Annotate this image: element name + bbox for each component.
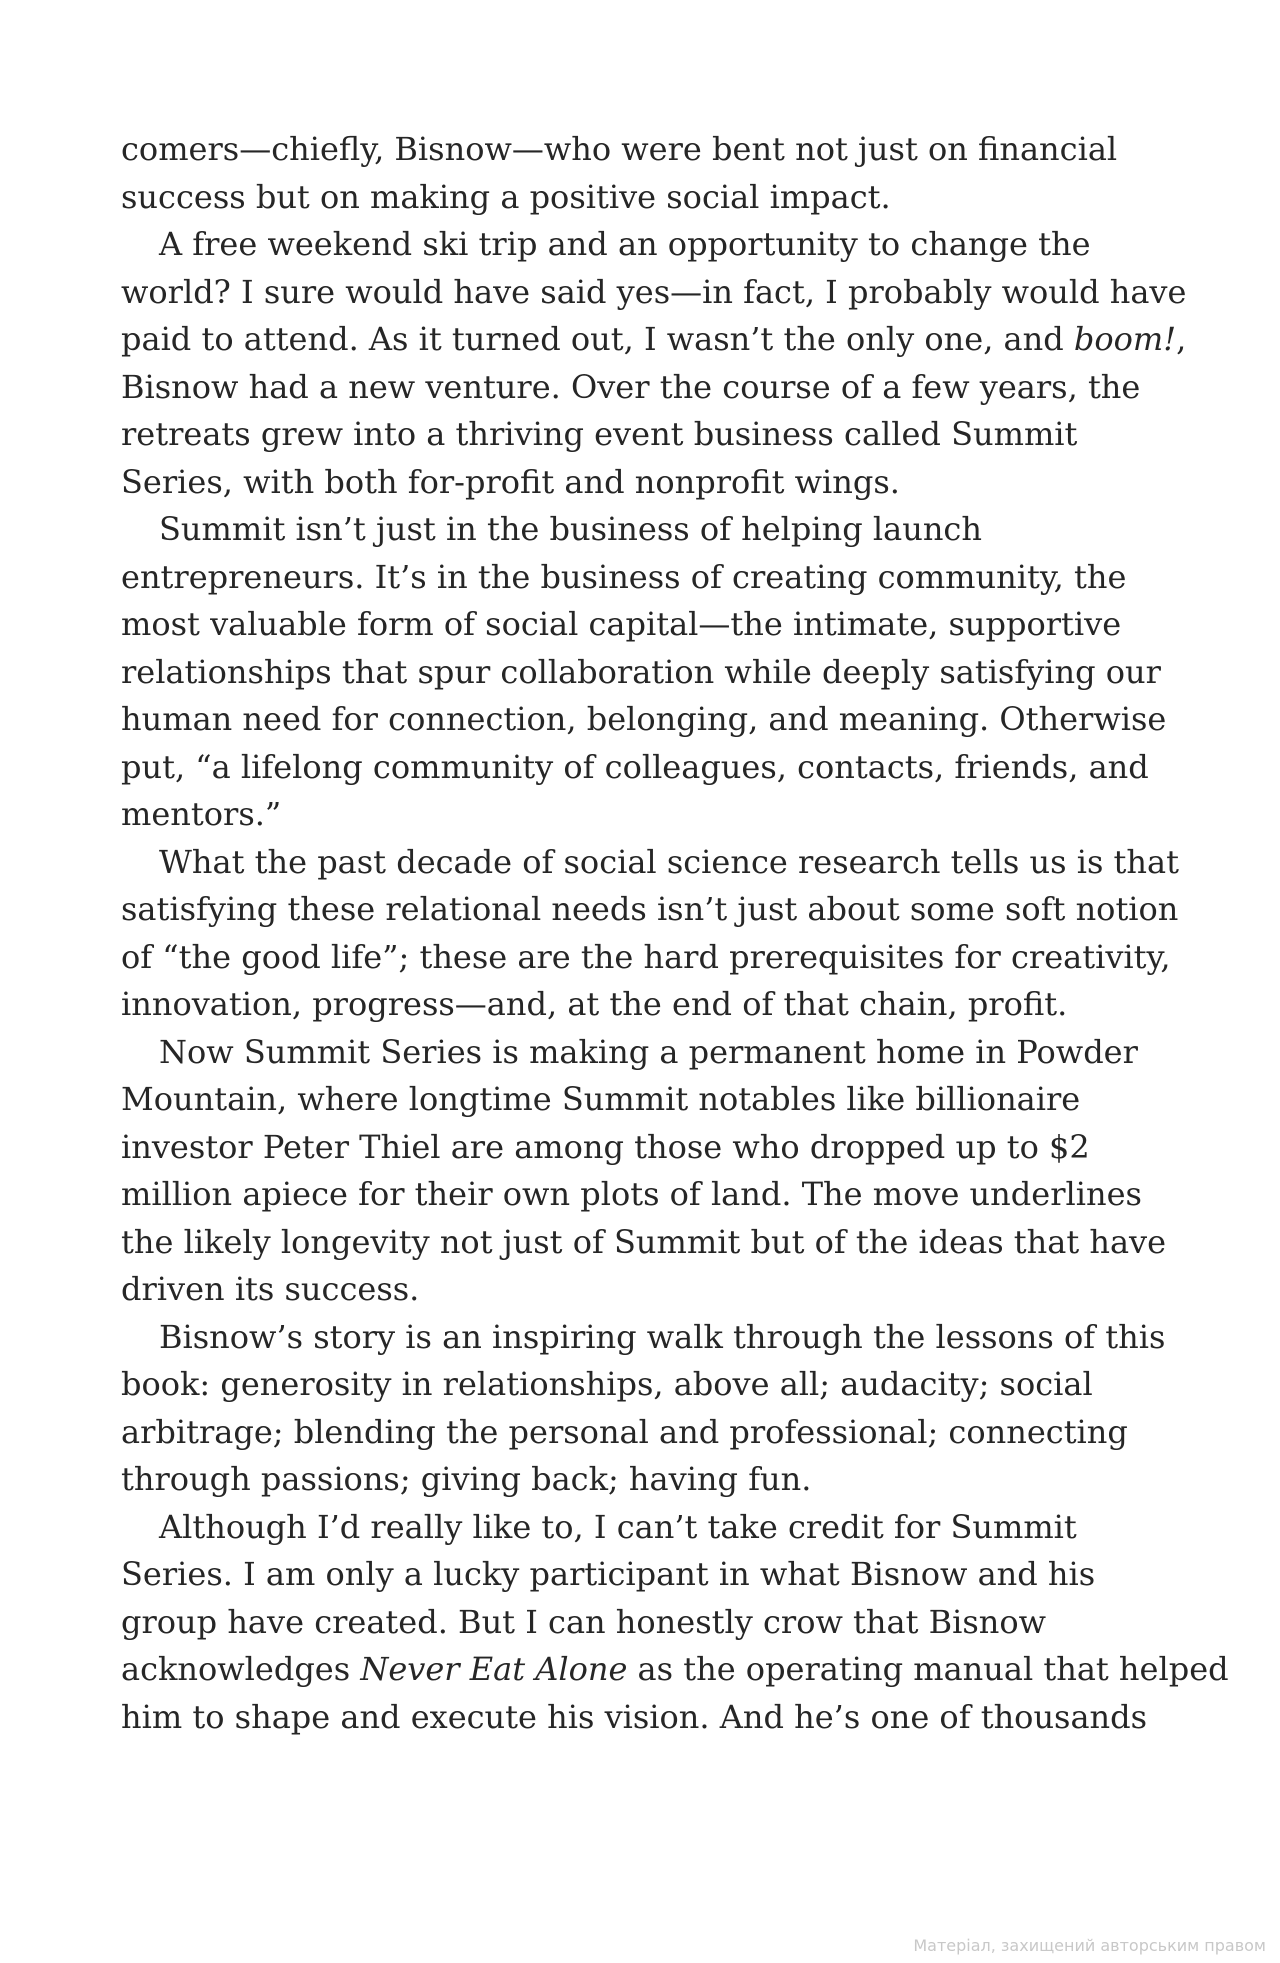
italic-text: boom! [1073,320,1177,358]
text-line [121,554,1161,602]
text-line [121,1694,1161,1742]
text-line-content: innovation, progress—and, at the end of that chain, profit. [121,985,1068,1023]
text-line [121,411,1161,459]
text-line [121,981,1161,1029]
text-line-content: through passions; giving back; having fun. [121,1460,812,1498]
text-line [121,744,1161,792]
text-line-content: group have created. But I can honestly crow that Bisnow [121,1602,1047,1641]
text-line [121,1504,1161,1552]
text-line [121,601,1161,649]
text-line-content: A free weekend ski trip and an opportunity to change the [159,225,1091,263]
text-line [121,839,1179,887]
text-line-tail: , [1176,320,1187,358]
text-line-content: relationships that spur collaboration while deeply satisfying our [121,652,1161,691]
text-line-content: entrepreneurs. It’s in the business of creating community, the [121,557,1127,596]
text-line-content: retreats grew into a thriving event business called Summit [121,415,1078,453]
text-line-content: driven its success. [121,1270,420,1308]
book-page-body [121,126,1229,1741]
text-line [121,1646,1229,1694]
text-line-content: mentors.” [121,795,282,833]
text-line [121,174,1161,222]
text-line-content: put, “a lifelong community of colleagues, contacts, friends, and [121,747,1149,786]
text-line [121,1456,1161,1504]
text-line [121,1551,1161,1599]
text-line [121,886,1179,934]
text-line-content: most valuable form of social capital—the intimate, supportive [121,605,1122,643]
copyright-notice: Матеріал, захищений авторським правом [913,1936,1266,1955]
text-line [121,1076,1161,1124]
text-line-content: paid to attend. As it turned out, I wasn’t the only one, and [121,320,1074,358]
text-line [121,364,1161,412]
text-line-content: world? I sure would have said yes—in fact, I probably would have [121,272,1187,311]
text-line [121,1219,1167,1267]
text-line-content: the likely longevity not just of Summit but of the ideas that have [121,1222,1167,1261]
text-line [121,269,1187,317]
text-line-tail: as the operating manual that helped [627,1650,1229,1688]
text-line [121,649,1161,697]
text-line [121,1314,1166,1362]
text-line [121,126,1161,174]
text-line-content: What the past decade of social science research tells us is that [159,842,1179,881]
text-line-content: him to shape and execute his vision. And he’s one of thousands [121,1697,1148,1736]
italic-text: Never Eat Alone [360,1650,628,1688]
text-line [121,696,1167,744]
text-line-content: Although I’d really like to, I can’t take credit for Summit [159,1507,1077,1546]
text-line-content: investor Peter Thiel are among those who dropped up to $2 [121,1127,1090,1166]
text-line [121,791,1161,839]
text-line [121,221,1161,269]
text-line-content: of “the good life”; these are the hard prerequisites for creativity, [121,937,1171,976]
text-line-content: comers—chiefly, Bisnow—who were bent not just on financial [121,130,1118,168]
text-line-content: Summit isn’t just in the business of helping launch [159,510,982,548]
text-line [121,316,1187,364]
text-line-content: acknowledges [121,1650,361,1688]
text-line [121,1124,1161,1172]
text-line-content: book: generosity in relationships, above all; audacity; social [121,1365,1093,1403]
text-line-content: success but on making a positive social impact. [121,177,891,216]
text-line-content: Series. I am only a lucky participant in what Bisnow and his [121,1555,1096,1593]
text-line-content: satisfying these relational needs isn’t just about some soft notion [121,890,1179,928]
text-line [121,934,1171,982]
text-line [121,1409,1161,1457]
text-line [121,1266,1161,1314]
text-line [121,1361,1161,1409]
text-line-content: arbitrage; blending the personal and professional; connecting [121,1412,1128,1451]
text-line [121,1599,1161,1647]
text-line-content: Bisnow had a new venture. Over the course of a few years, the [121,367,1141,406]
text-line [121,459,1161,507]
text-line-content: Mountain, where longtime Summit notables like billionaire [121,1080,1081,1118]
text-line-content: million apiece for their own plots of land. The move underlines [121,1175,1142,1213]
text-line-content: Series, with both for-profit and nonprofit wings. [121,462,900,501]
text-line [121,1171,1161,1219]
text-line [121,506,1161,554]
text-line-content: Now Summit Series is making a permanent home in Powder [159,1032,1138,1071]
text-line-content: human need for connection, belonging, and meaning. Otherwise [121,700,1167,738]
text-line-content: Bisnow’s story is an inspiring walk through the lessons of this [159,1317,1166,1356]
text-line [121,1029,1161,1077]
